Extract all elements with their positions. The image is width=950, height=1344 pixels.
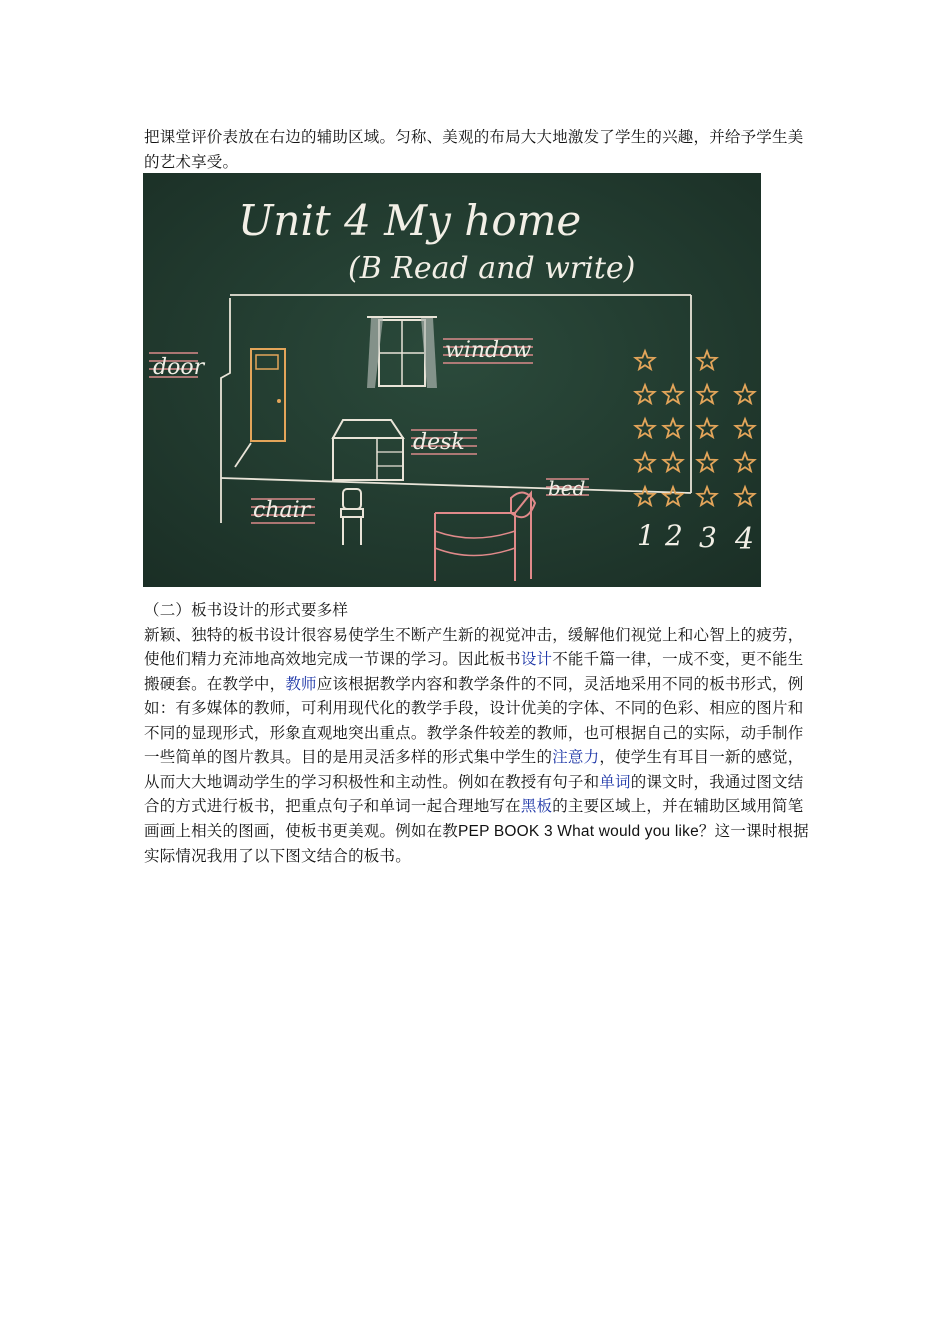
score-column-2: 2 (665, 519, 683, 552)
svg-text:door: door (153, 355, 205, 380)
section-paragraph: 新颖、独特的板书设计很容易使学生不断产生新的视觉冲击，缓解他们视觉上和心智上的疲劳，使他们精力充沛地高效地完成一节课的学习。因此板书设计不能千篇一律，一成不变，更不能生搬硬套。在教学中，教师应该根据教学内容和教学条件的不同，灵活地采用不同的板书形式，例如：有多媒体的教师，可利用现代化的教学手段，设计优美的字体、不同的色彩、相应的图片和不同的显现形式，形象直观地突出重点。教学条件较差的教师，也可根据自己的实际，动手制作一些简单的图片教具。目的是用灵活多样的形式集中学生的注意力，使学生有耳目一新的感觉，从而大大地调动学生的学习积极性和主动性。例如在教授有句子和单词的课文时，我通过图文结合的方式进行板书，把重点句子和单词一起合理地写在黑板的主要区域上，并在辅助区域用简笔画画上相关的图画，使板书更美观。例如在教PEP BOOK 3 What would you like？这一课时根据实际情况我用了以下图文结合的板书。 (144, 625, 809, 865)
section-heading: （二）板书设计的形式要多样 (144, 601, 349, 619)
svg-text:bed: bed (548, 476, 586, 500)
link-blackboard[interactable]: 黑板 (520, 797, 553, 815)
svg-text:desk: desk (413, 430, 465, 455)
svg-text:window: window (445, 338, 532, 363)
link-teacher[interactable]: 教师 (285, 674, 317, 693)
lesson-title: PEP BOOK 3 What would you like？ (458, 822, 715, 840)
score-column-1: 1 (637, 519, 655, 552)
score-column-4: 4 (735, 522, 755, 557)
link-attention[interactable]: 注意力 (552, 748, 600, 766)
link-word[interactable]: 单词 (599, 772, 631, 791)
svg-text:chair: chair (253, 498, 311, 523)
word-bed (546, 476, 589, 500)
score-column-3: 3 (699, 521, 717, 554)
link-design[interactable]: 设计 (520, 650, 553, 668)
intro-paragraph: 把课堂评价表放在右边的辅助区域。匀称、美观的布局大大地激发了学生的兴趣，并给予学生美的艺术享受。 (144, 128, 804, 171)
blackboard-photo (143, 173, 761, 587)
word-door (149, 353, 206, 380)
section-body (144, 598, 812, 869)
board-title: Unit 4 My home (238, 196, 582, 245)
board-subtitle: (B Read and write) (348, 251, 636, 286)
word-chair (251, 498, 315, 523)
word-window (443, 338, 533, 363)
